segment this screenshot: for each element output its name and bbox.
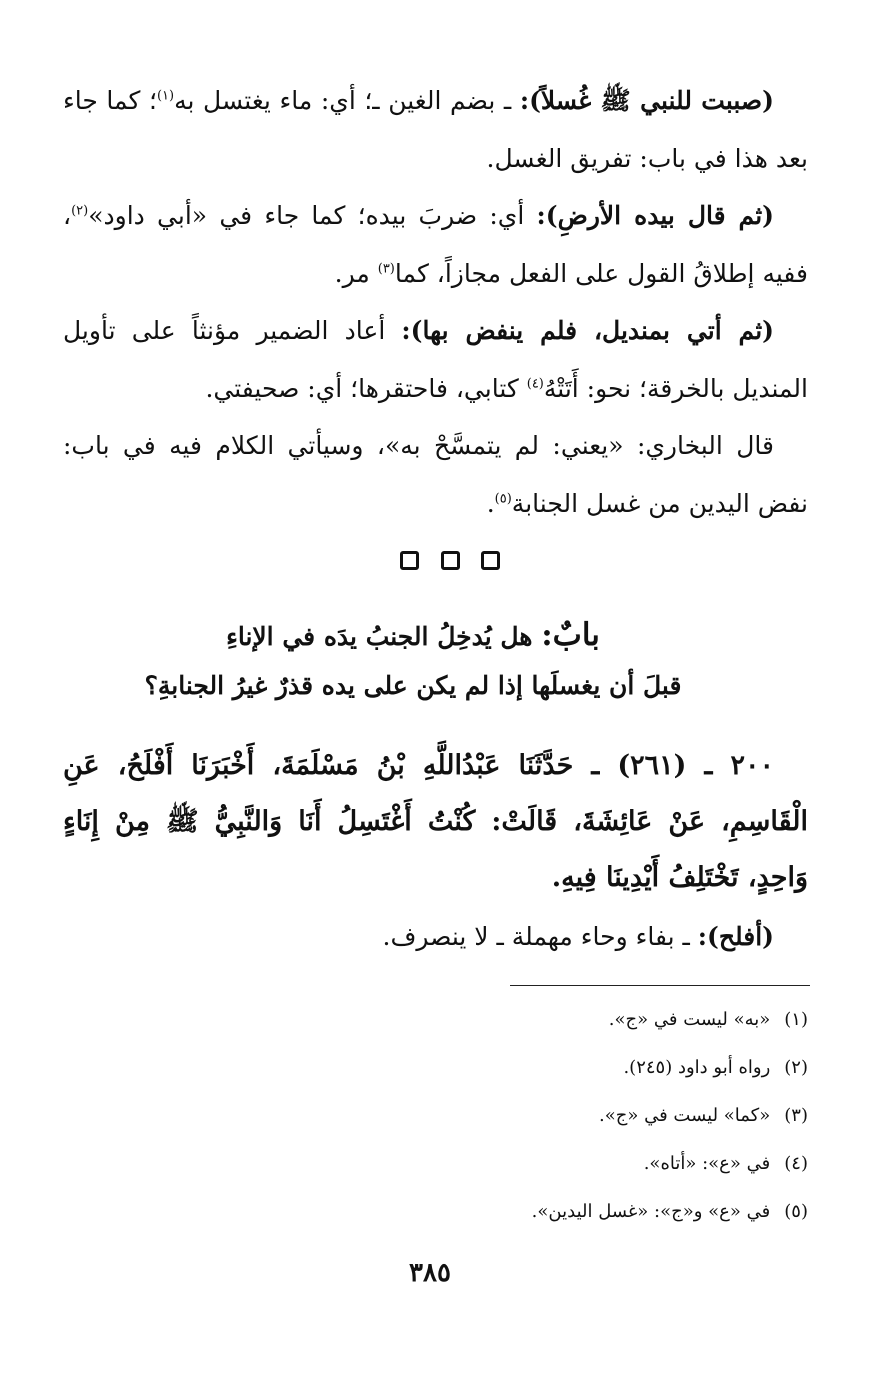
separator-square-icon xyxy=(400,551,419,570)
footnote xyxy=(63,1144,808,1192)
lemma: (ثم قال بيده الأرضِ): xyxy=(536,201,774,230)
commentary-paragraph-2 xyxy=(63,187,808,303)
commentary-paragraph-4 xyxy=(63,417,808,533)
page-number: ٣٨٥ xyxy=(409,1258,451,1288)
commentary-paragraph-3 xyxy=(63,302,808,418)
commentary-text: أعاد الضمير مؤنثاً على تأويل المنديل بالخرقة؛ نحو: أَتَتْهُ xyxy=(63,316,808,403)
commentary-text: . xyxy=(486,489,495,518)
chapter-label: بابٌ: xyxy=(541,617,600,653)
section-separator xyxy=(400,551,500,575)
separator-square-icon xyxy=(441,551,460,570)
separator-square-icon xyxy=(481,551,500,570)
chapter-heading-line-2: قبلَ أن يغسلَها إذا لم يكن على يده قذرٌ غيرُ الجنابةِ؟ xyxy=(144,671,682,700)
footnote xyxy=(63,1048,808,1096)
commentary-text: قال البخاري: «يعني: لم يتمسَّحْ به»، وسيأتي الكلام فيه في باب: نفض اليدين من غسل الجنابة xyxy=(63,431,808,518)
commentary-paragraph-1 xyxy=(63,72,808,188)
commentary-note xyxy=(63,908,808,966)
hadith-text: ٢٠٠ ـ (٢٦١) ـ حَدَّثَنَا عَبْدُاللَّهِ بْنُ مَسْلَمَةَ، أَخْبَرَنَا أَفْلَحُ، عَنِ الْقَاسِمِ، عَنْ عَائِشَةَ، قَالَتْ: كُنْتُ أَغْتَسِلُ أَنَا وَالنَّبِيُّ ﷺ مِنْ إِنَاءٍ وَاحِدٍ، تَخْتَلِفُ أَيْدِينَا فِيهِ. xyxy=(63,750,808,893)
footnote-ref: (٢) xyxy=(71,203,89,219)
lemma: (ثم أتي بمنديل، فلم ينفض بها): xyxy=(401,316,774,345)
footnote xyxy=(63,1192,808,1240)
chapter-heading xyxy=(113,613,713,659)
footnote-divider xyxy=(510,985,810,986)
footnote-number: (٥) xyxy=(784,1201,808,1222)
commentary-text: كتابي، فاحتقرها؛ أي: صحيفتي. xyxy=(205,374,527,403)
footnote xyxy=(63,1000,808,1048)
commentary-text: ـ بفاء وحاء مهملة ـ لا ينصرف. xyxy=(382,922,698,951)
footnote-number: (٢) xyxy=(784,1057,808,1078)
commentary-text: ، ففيه إطلاقُ القول على الفعل مجازاً، كما xyxy=(63,201,808,288)
commentary-text: ـ بضم الغين ـ؛ أي: ماء يغتسل به xyxy=(174,86,520,115)
footnote-text: «كما» ليست في «ج». xyxy=(598,1105,771,1126)
commentary-text: ؛ كما جاء بعد هذا في باب: تفريق الغسل. xyxy=(63,86,808,173)
commentary-text: مر. xyxy=(334,259,378,288)
footnote-ref: (٣) xyxy=(377,261,395,277)
footnote-text: «به» ليست في «ج». xyxy=(608,1009,771,1030)
lemma: (صببت للنبي ﷺ غُسلاً): xyxy=(519,86,774,115)
footnote-ref: (٤) xyxy=(526,376,544,392)
footnote-ref: (٥) xyxy=(494,491,512,507)
lemma: (أفلح): xyxy=(697,922,774,951)
footnote-number: (٤) xyxy=(784,1153,808,1174)
commentary-text: أي: ضربَ بيده؛ كما جاء في «أبي داود» xyxy=(88,201,537,230)
footnote-number: (١) xyxy=(784,1009,808,1030)
footnote-text: رواه أبو داود (٢٤٥). xyxy=(623,1057,771,1078)
footnote xyxy=(63,1096,808,1144)
footnotes xyxy=(63,1000,808,1240)
footnote-number: (٣) xyxy=(784,1105,808,1126)
chapter-title-line-1: هل يُدخِلُ الجنبُ يدَه في الإناءِ xyxy=(226,622,542,651)
footnote-text: في «ع»: «أتاه». xyxy=(643,1153,771,1174)
footnote-text: في «ع» و«ج»: «غسل اليدين». xyxy=(531,1201,771,1222)
footnote-ref: (١) xyxy=(156,88,175,104)
